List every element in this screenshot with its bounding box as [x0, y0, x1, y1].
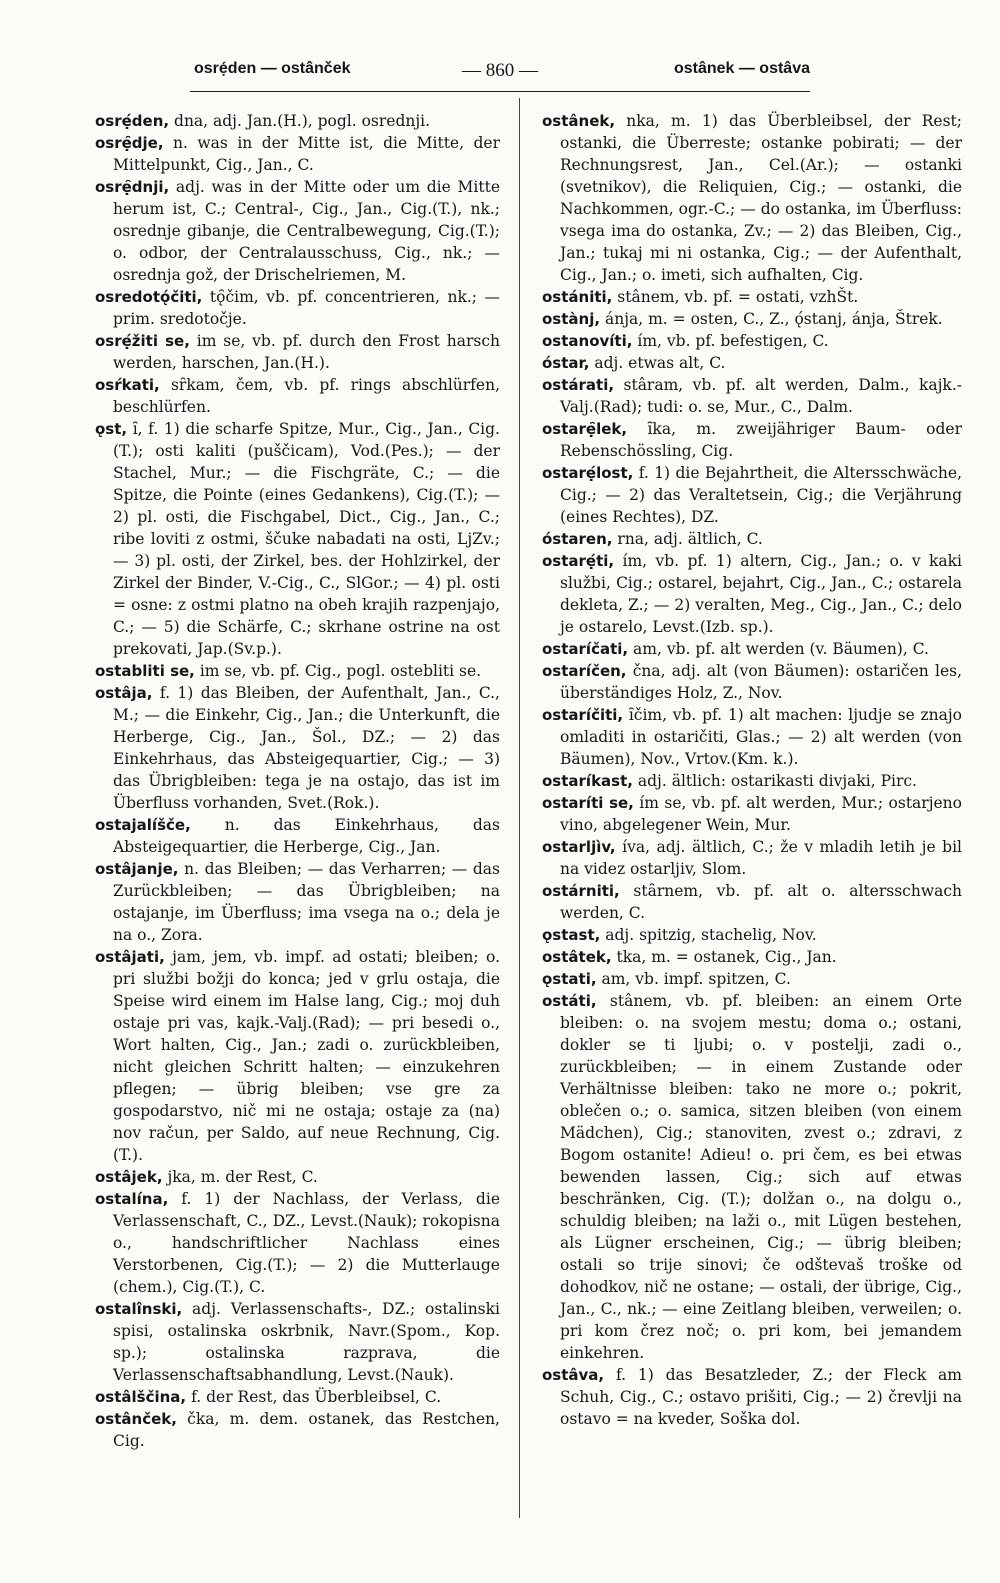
dictionary-entry	[95, 1298, 500, 1386]
entry-headword: ostárniti,	[542, 882, 620, 900]
entry-headword: ostajalíšče,	[95, 816, 191, 834]
dictionary-entry	[542, 374, 962, 418]
entry-headword: ostaríčati,	[542, 640, 629, 658]
entry-headword: ostaríkast,	[542, 772, 633, 790]
column-divider	[519, 98, 520, 1518]
entry-headword: ostànj,	[542, 310, 601, 328]
dictionary-entry	[542, 1364, 962, 1430]
dictionary-entry	[95, 1386, 500, 1408]
entry-definition: adj. etwas alt, C.	[589, 354, 726, 372]
entry-headword: óstaren,	[542, 530, 613, 548]
entry-headword: ostarẹ̑lek,	[542, 420, 628, 438]
entry-definition: f. 1) das Bleiben, der Aufenthalt, Jan., C., M.; — die Einkehr, Cig., Jan.; die Unterkunft, die Herberge, Cig., Jan., Šol., DZ.; — 2) das Einkehrhaus, das Absteigequartier, Cig.; — 3) das Übrigbleiben: tega je na ostajo, das ist im Überfluss vorhanden, Svet.(Rok.).	[113, 684, 500, 812]
entry-headword: ostalînski,	[95, 1300, 183, 1318]
entry-definition: čka, m. dem. ostanek, das Restchen, Cig.	[113, 1410, 500, 1450]
entry-definition: ím se, vb. pf. alt werden, Mur.; ostarjeno vino, abgelegener Wein, Mur.	[560, 794, 962, 834]
dictionary-entry	[95, 946, 500, 1166]
dictionary-entry	[542, 462, 962, 528]
dictionary-entry	[95, 858, 500, 946]
dictionary-entry	[542, 418, 962, 462]
entry-headword: ostânček,	[95, 1410, 177, 1428]
dictionary-entry	[542, 286, 962, 308]
entry-definition: am, vb. impf. spitzen, C.	[596, 970, 791, 988]
entry-definition: stânem, vb. pf. = ostati, vzhŠt.	[612, 288, 859, 306]
entry-headword: osredotǫ́čiti,	[95, 288, 203, 306]
entry-headword: ǫst,	[95, 420, 128, 438]
entry-definition: im se, vb. pf. Cig., pogl. ostebliti se.	[194, 662, 482, 680]
entry-definition: tǫ̑čim, vb. pf. concentrieren, nk.; — prim. sredotočje.	[113, 288, 500, 328]
dictionary-entry	[542, 638, 962, 660]
dictionary-entry	[542, 880, 962, 924]
dictionary-entry	[542, 352, 962, 374]
dictionary-entry	[95, 1166, 500, 1188]
dictionary-entry	[95, 286, 500, 330]
entry-definition: ánja, m. = osten, C., Z., ǫ́stanj, ánja, Štrek.	[600, 310, 943, 328]
dictionary-entry	[542, 770, 962, 792]
dictionary-entry	[542, 110, 962, 286]
entry-headword: ostarẹ́ti,	[542, 552, 615, 570]
entry-definition: čna, adj. alt (von Bäumen): ostaričen les, überständiges Holz, Z., Nov.	[560, 662, 962, 702]
entry-headword: ostâjanje,	[95, 860, 179, 878]
entry-definition: adj. ältlich: ostarikasti divjaki, Pirc.	[632, 772, 917, 790]
entry-definition: n. was in der Mitte ist, die Mitte, der Mittelpunkt, Cig., Jan., C.	[113, 134, 500, 174]
entry-definition: adj. Verlassenschafts-, DZ.; ostalinski spisi, ostalinska oskrbnik, Navr.(Spom., Kop. sp.); ostalinska razprava, die Verlassenschaftsabhandlung, Levst.(Nauk).	[113, 1300, 500, 1384]
entry-headword: ostâlščina,	[95, 1388, 187, 1406]
dictionary-entry	[542, 660, 962, 704]
entry-definition: dna, adj. Jan.(H.), pogl. osrednji.	[169, 112, 431, 130]
header-right-guide-words: ostânek — ostâva	[673, 60, 810, 77]
dictionary-entry	[542, 792, 962, 836]
entry-definition: stânem, vb. pf. bleiben: an einem Orte bleiben: o. na svojem mestu; doma o.; ostani, dokler se ti ljubi; o. v postelji, zadi o., zurückbleiben; — in einem Zustande oder Verhältnisse bleiben: tako ne more o.; pokrit, oblečen o.; o. samica, sitzen bleiben (von einem Mädchen), Cig.; stanoviten, zvest o.; zdravi, z Bogom ostanite! Adieu! o. pri čem, es bei etwas bewenden lassen, Cig.; sich auf etwas beschränken, Cig. (T.); dolžan o., na dolgu o., schuldig bleiben; na laži o., mit Lügen bestehen, als Lügner erscheinen, Cig.; — übrig bleiben; ostali so trije sinovi; če odštevaš troške od dohodkov, nič ne ostane; — ostali, der übrige, Cig., Jan., C., nk.; — eine Zeitlang bleiben, verweilen; o. pri kom črez noč; o. pri kom, bei jemandem einkehren.	[560, 992, 962, 1362]
entry-headword: ǫstati,	[542, 970, 597, 988]
entry-headword: ostániti,	[542, 288, 613, 306]
entry-headword: ostalína,	[95, 1190, 169, 1208]
entry-definition: ím, vb. pf. 1) altern, Cig., Jan.; o. v kaki službi, Cig.; ostarel, bejahrt, Cig., Jan., C.; ostarela dekleta, Z.; — 2) veralten, Meg., Cig., Jan., C.; delo je ostarelo, Levst.(Izb. sp.).	[560, 552, 962, 636]
entry-headword: ostabliti se,	[95, 662, 195, 680]
entry-definition: tka, m. = ostanek, Cig., Jan.	[611, 948, 837, 966]
entry-headword: ostáti,	[542, 992, 597, 1010]
entry-headword: ostanovíti,	[542, 332, 633, 350]
dictionary-entry	[542, 836, 962, 880]
dictionary-entry	[95, 814, 500, 858]
entry-definition: f. der Rest, das Überbleibsel, C.	[186, 1388, 442, 1406]
entry-headword: osrẹ́žiti se,	[95, 332, 190, 350]
dictionary-entry	[95, 682, 500, 814]
entry-definition: adj. was in der Mitte oder um die Mitte herum ist, C.; Central-, Cig., Jan., Cig.(T.), nk.; osrednje gibanje, die Centralbewegung, Cig.(T.); o. odbor, der Centralausschuss, Cig., nk.; — osrednja gož, der Drischelriemen, M.	[113, 178, 500, 284]
entry-headword: ǫstast,	[542, 926, 601, 944]
entry-definition: adj. spitzig, stachelig, Nov.	[600, 926, 817, 944]
entry-definition: am, vb. pf. alt werden (v. Bäumen), C.	[628, 640, 929, 658]
entry-definition: íva, adj. ältlich, C.; že v mladih letih je bil na videz ostarljiv, Slom.	[560, 838, 962, 878]
entry-headword: óstar,	[542, 354, 590, 372]
header-rule	[190, 91, 810, 92]
right-column	[542, 110, 962, 1430]
dictionary-entry	[542, 308, 962, 330]
entry-definition: jka, m. der Rest, C.	[162, 1168, 318, 1186]
left-column	[95, 110, 500, 1452]
dictionary-entry	[95, 110, 500, 132]
entry-headword: ostaríčiti,	[542, 706, 624, 724]
entry-headword: ostaríčen,	[542, 662, 627, 680]
entry-headword: osrẹ́den,	[95, 112, 170, 130]
dictionary-entry	[542, 924, 962, 946]
entry-definition: f. 1) der Nachlass, der Verlass, die Verlassenschaft, C., DZ., Levst.(Nauk); rokopisna o., handschriftlicher Nachlass eines Verstorbenen, Cig.(T.); — 2) die Mutterlauge (chem.), Cig.(T.), C.	[113, 1190, 500, 1296]
dictionary-entry	[542, 990, 962, 1364]
entry-headword: ostárati,	[542, 376, 615, 394]
entry-definition: im se, vb. pf. durch den Frost harsch werden, harschen, Jan.(H.).	[113, 332, 501, 372]
page-number: — 860 —	[462, 60, 538, 81]
entry-definition: sȓkam, čem, vb. pf. rings abschlürfen, beschlürfen.	[113, 376, 500, 416]
dictionary-entry	[542, 528, 962, 550]
dictionary-entry	[542, 968, 962, 990]
entry-definition: f. 1) das Besatzleder, Z.; der Fleck am Schuh, Cig., C.; ostavo prišiti, Cig.; — 2) črevlji na ostavo = na kveder, Soška dol.	[560, 1366, 962, 1428]
dictionary-entry	[95, 660, 500, 682]
entry-headword: ostâva,	[542, 1366, 605, 1384]
dictionary-entry	[542, 550, 962, 638]
entry-headword: osrẹ̑dje,	[95, 134, 164, 152]
entry-definition: ȋčim, vb. pf. 1) alt machen: ljudje se znajo omladiti in ostaričiti, Glas.; — 2) alt werden (von Bäumen), Nov., Vrtov.(Km. k.).	[560, 706, 962, 768]
entry-definition: ȋ, f. 1) die scharfe Spitze, Mur., Cig., Jan., Cig.(T.); osti kaliti (puščicam), Vod.(Pes.); — der Stachel, Mur.; — die Fischgräte, C.; — die Spitze, die Pointe (eines Gedankens), Cig.(T.); — 2) pl. osti, die Fischgabel, Dict., Cig., Jan., C.; ribe loviti z ostmi, ščuke nabadati na osti, LjZv.; — 3) pl. osti, der Zirkel, bes. der Hohlzirkel, der Zirkel der Binder, V.-Cig., C., SlGor.; — 4) pl. osti = osne: z ostmi platno na obeh krajih razpenjajo, C.; — 5) die Schärfe, C.; skrhane ostrine na ost prekovati, Jap.(Sv.p.).	[113, 420, 500, 658]
entry-definition: stâram, vb. pf. alt werden, Dalm., kajk.-Valj.(Rad); tudi: o. se, Mur., C., Dalm.	[560, 376, 962, 416]
entry-definition: n. das Einkehrhaus, das Absteigequartier, die Herberge, Cig., Jan.	[113, 816, 500, 856]
entry-headword: ostâjati,	[95, 948, 165, 966]
entry-definition: stȃrnem, vb. pf. alt o. altersschwach werden, C.	[560, 882, 962, 922]
running-header	[170, 52, 830, 88]
entry-definition: ȋka, m. zweijähriger Baum- oder Rebenschössling, Cig.	[560, 420, 962, 460]
dictionary-entry	[542, 946, 962, 968]
entry-headword: ostânek,	[542, 112, 616, 130]
entry-headword: osrẹ̑dnji,	[95, 178, 170, 196]
entry-definition: rna, adj. ältlich, C.	[612, 530, 763, 548]
dictionary-entry	[95, 132, 500, 176]
dictionary-entry	[95, 374, 500, 418]
entry-definition: ím, vb. pf. befestigen, C.	[632, 332, 829, 350]
dictionary-entry	[542, 704, 962, 770]
entry-headword: ostaríti se,	[542, 794, 634, 812]
entry-definition: f. 1) die Bejahrtheit, die Altersschwäche, Cig.; — 2) das Veraltetsein, Cig.; die Verjährung (eines Rechtes), DZ.	[560, 464, 962, 526]
entry-headword: ostâtek,	[542, 948, 612, 966]
dictionary-entry	[542, 330, 962, 352]
entry-headword: ostâjek,	[95, 1168, 163, 1186]
entry-headword: ostarẹ́lost,	[542, 464, 634, 482]
entry-definition: nka, m. 1) das Überbleibsel, der Rest; ostanki, die Überreste; ostanke pobirati; — der Rechnungsrest, Jan., Cel.(Ar.); — ostanki (svetnikov), die Reliquien, Cig.; — ostanki, die Nachkommen, ogr.-C.; — do ostanka, im Überfluss: vsega ima do ostanka, Zv.; — 2) das Bleiben, Cig., Jan.; tukaj mi ni ostanka, Cig.; — der Aufenthalt, Cig., Jan.; o. imeti, sich aufhalten, Cig.	[560, 112, 962, 284]
header-left-guide-words: osrẹ́den — ostânček	[194, 60, 351, 77]
entry-definition: n. das Bleiben; — das Verharren; — das Zurückbleiben; — das Übrigbleiben; na ostajanje, im Überfluss; ima vsega na o.; dela je na o., Zora.	[113, 860, 500, 944]
entry-headword: ostâja,	[95, 684, 153, 702]
dictionary-entry	[95, 1408, 500, 1452]
dictionary-entry	[95, 418, 500, 660]
entry-definition: jam, jem, vb. impf. ad ostati; bleiben; o. pri službi božji do konca; jed v grlu ostaja, die Speise wird einem im Halse lang, Cig.; moj duh ostaje pri vas, kajk.-Valj.(Rad); — pri besedi o., Wort halten, Cig., Jan.; zadi o. zurückbleiben, nicht gleichen Schritt halten; — einzukehren pflegen; — übrig bleiben; vse gre za gospodarstvo, nič mi ne ostaja; ostaje za (na) nov račun, per Saldo, auf neue Rechnung, Cig.(T.).	[113, 948, 500, 1164]
dictionary-entry	[95, 1188, 500, 1298]
dictionary-entry	[95, 330, 500, 374]
entry-headword: osŕkati,	[95, 376, 160, 394]
entry-headword: ostarljìv,	[542, 838, 616, 856]
dictionary-entry	[95, 176, 500, 286]
